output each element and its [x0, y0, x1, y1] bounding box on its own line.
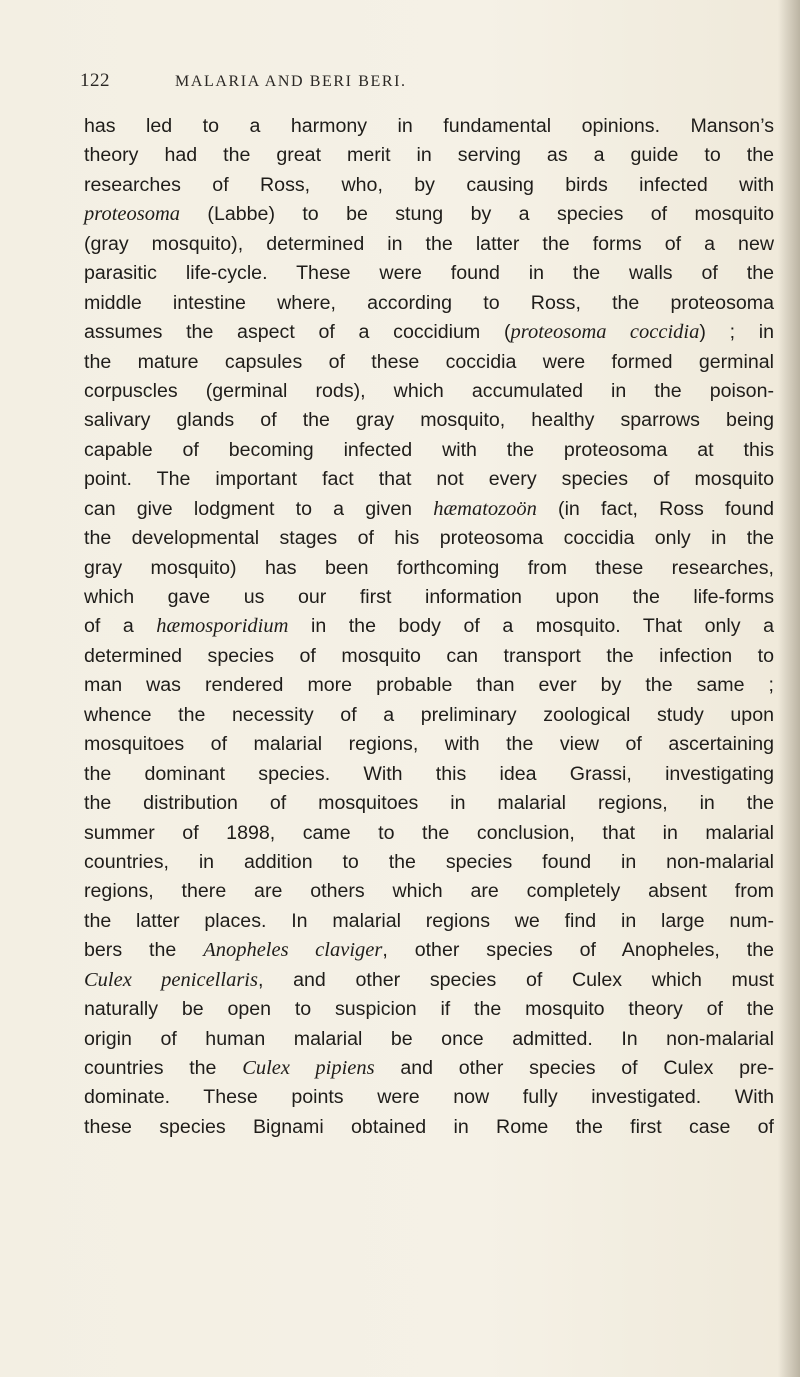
- text-line: [84, 583, 774, 612]
- text-line: [84, 1083, 774, 1112]
- text-line: [84, 1025, 774, 1054]
- text-line: [84, 406, 774, 435]
- text-segment: ) ; in: [699, 321, 775, 344]
- text-line: [84, 554, 774, 583]
- text-segment: man was rendered more probable than ever by the same ;: [84, 674, 774, 697]
- text-line: [84, 760, 774, 789]
- italic-term: proteosoma: [84, 203, 181, 226]
- text-segment: (gray mosquito), determined in the latter the forms of a new: [84, 232, 774, 255]
- italic-term: Culex penicellaris: [84, 968, 258, 991]
- text-line: [84, 701, 774, 730]
- text-segment: countries the: [84, 1057, 243, 1079]
- text-line: [84, 377, 774, 406]
- text-line: [84, 465, 774, 494]
- text-line: [84, 436, 774, 465]
- italic-term: Anopheles claviger: [203, 939, 383, 962]
- text-segment: summer of 1898, came to the conclusion, that in malarial: [84, 821, 774, 844]
- text-segment: the distribution of mosquitoes in malarial regions, in the: [84, 792, 774, 815]
- text-segment: capable of becoming infected with the proteosoma at this: [84, 438, 774, 461]
- text-segment: middle intestine where, according to Ross, the proteosoma: [84, 291, 774, 314]
- text-line: [84, 1054, 774, 1083]
- text-segment: mosquitoes of malarial regions, with the view of ascertaining: [84, 733, 774, 756]
- text-line: [84, 171, 774, 200]
- text-segment: and other species of Culex pre-: [374, 1057, 774, 1079]
- text-segment: researches of Ross, who, by causing birds infected with: [84, 173, 774, 196]
- text-segment: naturally be open to suspicion if the mosquito theory of the: [84, 998, 774, 1021]
- text-line: [84, 141, 774, 170]
- text-segment: the mature capsules of these coccidia were formed germinal: [84, 350, 774, 373]
- text-line: [84, 642, 774, 671]
- text-segment: gray mosquito) has been forthcoming from these researches,: [84, 556, 774, 579]
- text-segment: , and other species of Culex which must: [257, 968, 774, 991]
- text-line: [84, 877, 774, 906]
- text-segment: , other species of Anopheles, the: [382, 939, 774, 962]
- text-line: [84, 671, 774, 700]
- text-line: [84, 259, 774, 288]
- text-line: [84, 524, 774, 553]
- text-line: [84, 495, 774, 524]
- text-segment: whence the necessity of a preliminary zoological study upon: [84, 703, 774, 726]
- text-segment: in the body of a mosquito. That only a: [288, 615, 774, 638]
- text-line: [84, 112, 774, 141]
- text-segment: has led to a harmony in fundamental opinions. Manson’s: [84, 115, 774, 137]
- text-line: [84, 289, 774, 318]
- page-edge-shadow: [778, 0, 800, 1377]
- text-segment: of a: [84, 615, 157, 638]
- text-segment: origin of human malarial be once admitted. In non-malarial: [84, 1027, 774, 1050]
- text-segment: corpuscles (germinal rods), which accumulated in the poison-: [84, 379, 774, 402]
- text-segment: the dominant species. With this idea Grassi, investigating: [84, 762, 774, 785]
- text-line: [84, 200, 774, 229]
- text-segment: which gave us our first information upon the life-forms: [84, 586, 774, 608]
- text-line: [84, 907, 774, 936]
- text-segment: determined species of mosquito can transport the infection to: [84, 644, 774, 667]
- text-line: [84, 1113, 774, 1142]
- text-segment: the developmental stages of his proteosoma coccidia only in the: [84, 527, 774, 550]
- page-number: 122: [80, 70, 110, 91]
- text-segment: bers the: [84, 939, 204, 962]
- text-line: [84, 789, 774, 818]
- text-line: [84, 848, 774, 877]
- text-segment: regions, there are others which are completely absent from: [84, 880, 774, 903]
- text-line: [84, 966, 774, 995]
- text-line: [84, 230, 774, 259]
- text-segment: parasitic life-cycle. These were found in the walls of the: [84, 262, 774, 285]
- text-line: [84, 348, 774, 377]
- italic-term: hæmosporidium: [156, 615, 289, 638]
- text-line: [84, 936, 774, 965]
- text-segment: theory had the great merit in serving as a guide to the: [84, 144, 774, 167]
- text-line: [84, 730, 774, 759]
- text-segment: point. The important fact that not every species of mosquito: [84, 468, 774, 491]
- text-segment: the latter places. In malarial regions we find in large num-: [84, 909, 774, 932]
- text-line: [84, 318, 774, 347]
- text-segment: assumes the aspect of a coccidium (: [84, 321, 511, 344]
- text-segment: dominate. These points were now fully investigated. With: [84, 1086, 774, 1109]
- text-line: [84, 995, 774, 1024]
- text-segment: (Labbe) to be stung by a species of mosquito: [180, 203, 774, 226]
- running-head: MALARIA AND BERI BERI.: [175, 73, 407, 90]
- text-segment: (in fact, Ross found: [536, 497, 775, 520]
- text-line: [84, 612, 774, 641]
- body-text: [84, 112, 774, 1142]
- text-segment: countries, in addition to the species found in non-malarial: [84, 850, 774, 873]
- italic-term: Culex pipiens: [242, 1057, 375, 1079]
- italic-term: proteosoma coccidia: [510, 321, 700, 344]
- italic-term: hæmatozoön: [433, 497, 537, 520]
- text-segment: these species Bignami obtained in Rome the first case of: [84, 1115, 774, 1138]
- text-line: [84, 819, 774, 848]
- text-segment: salivary glands of the gray mosquito, healthy sparrows being: [84, 409, 774, 432]
- text-segment: can give lodgment to a given: [84, 497, 434, 520]
